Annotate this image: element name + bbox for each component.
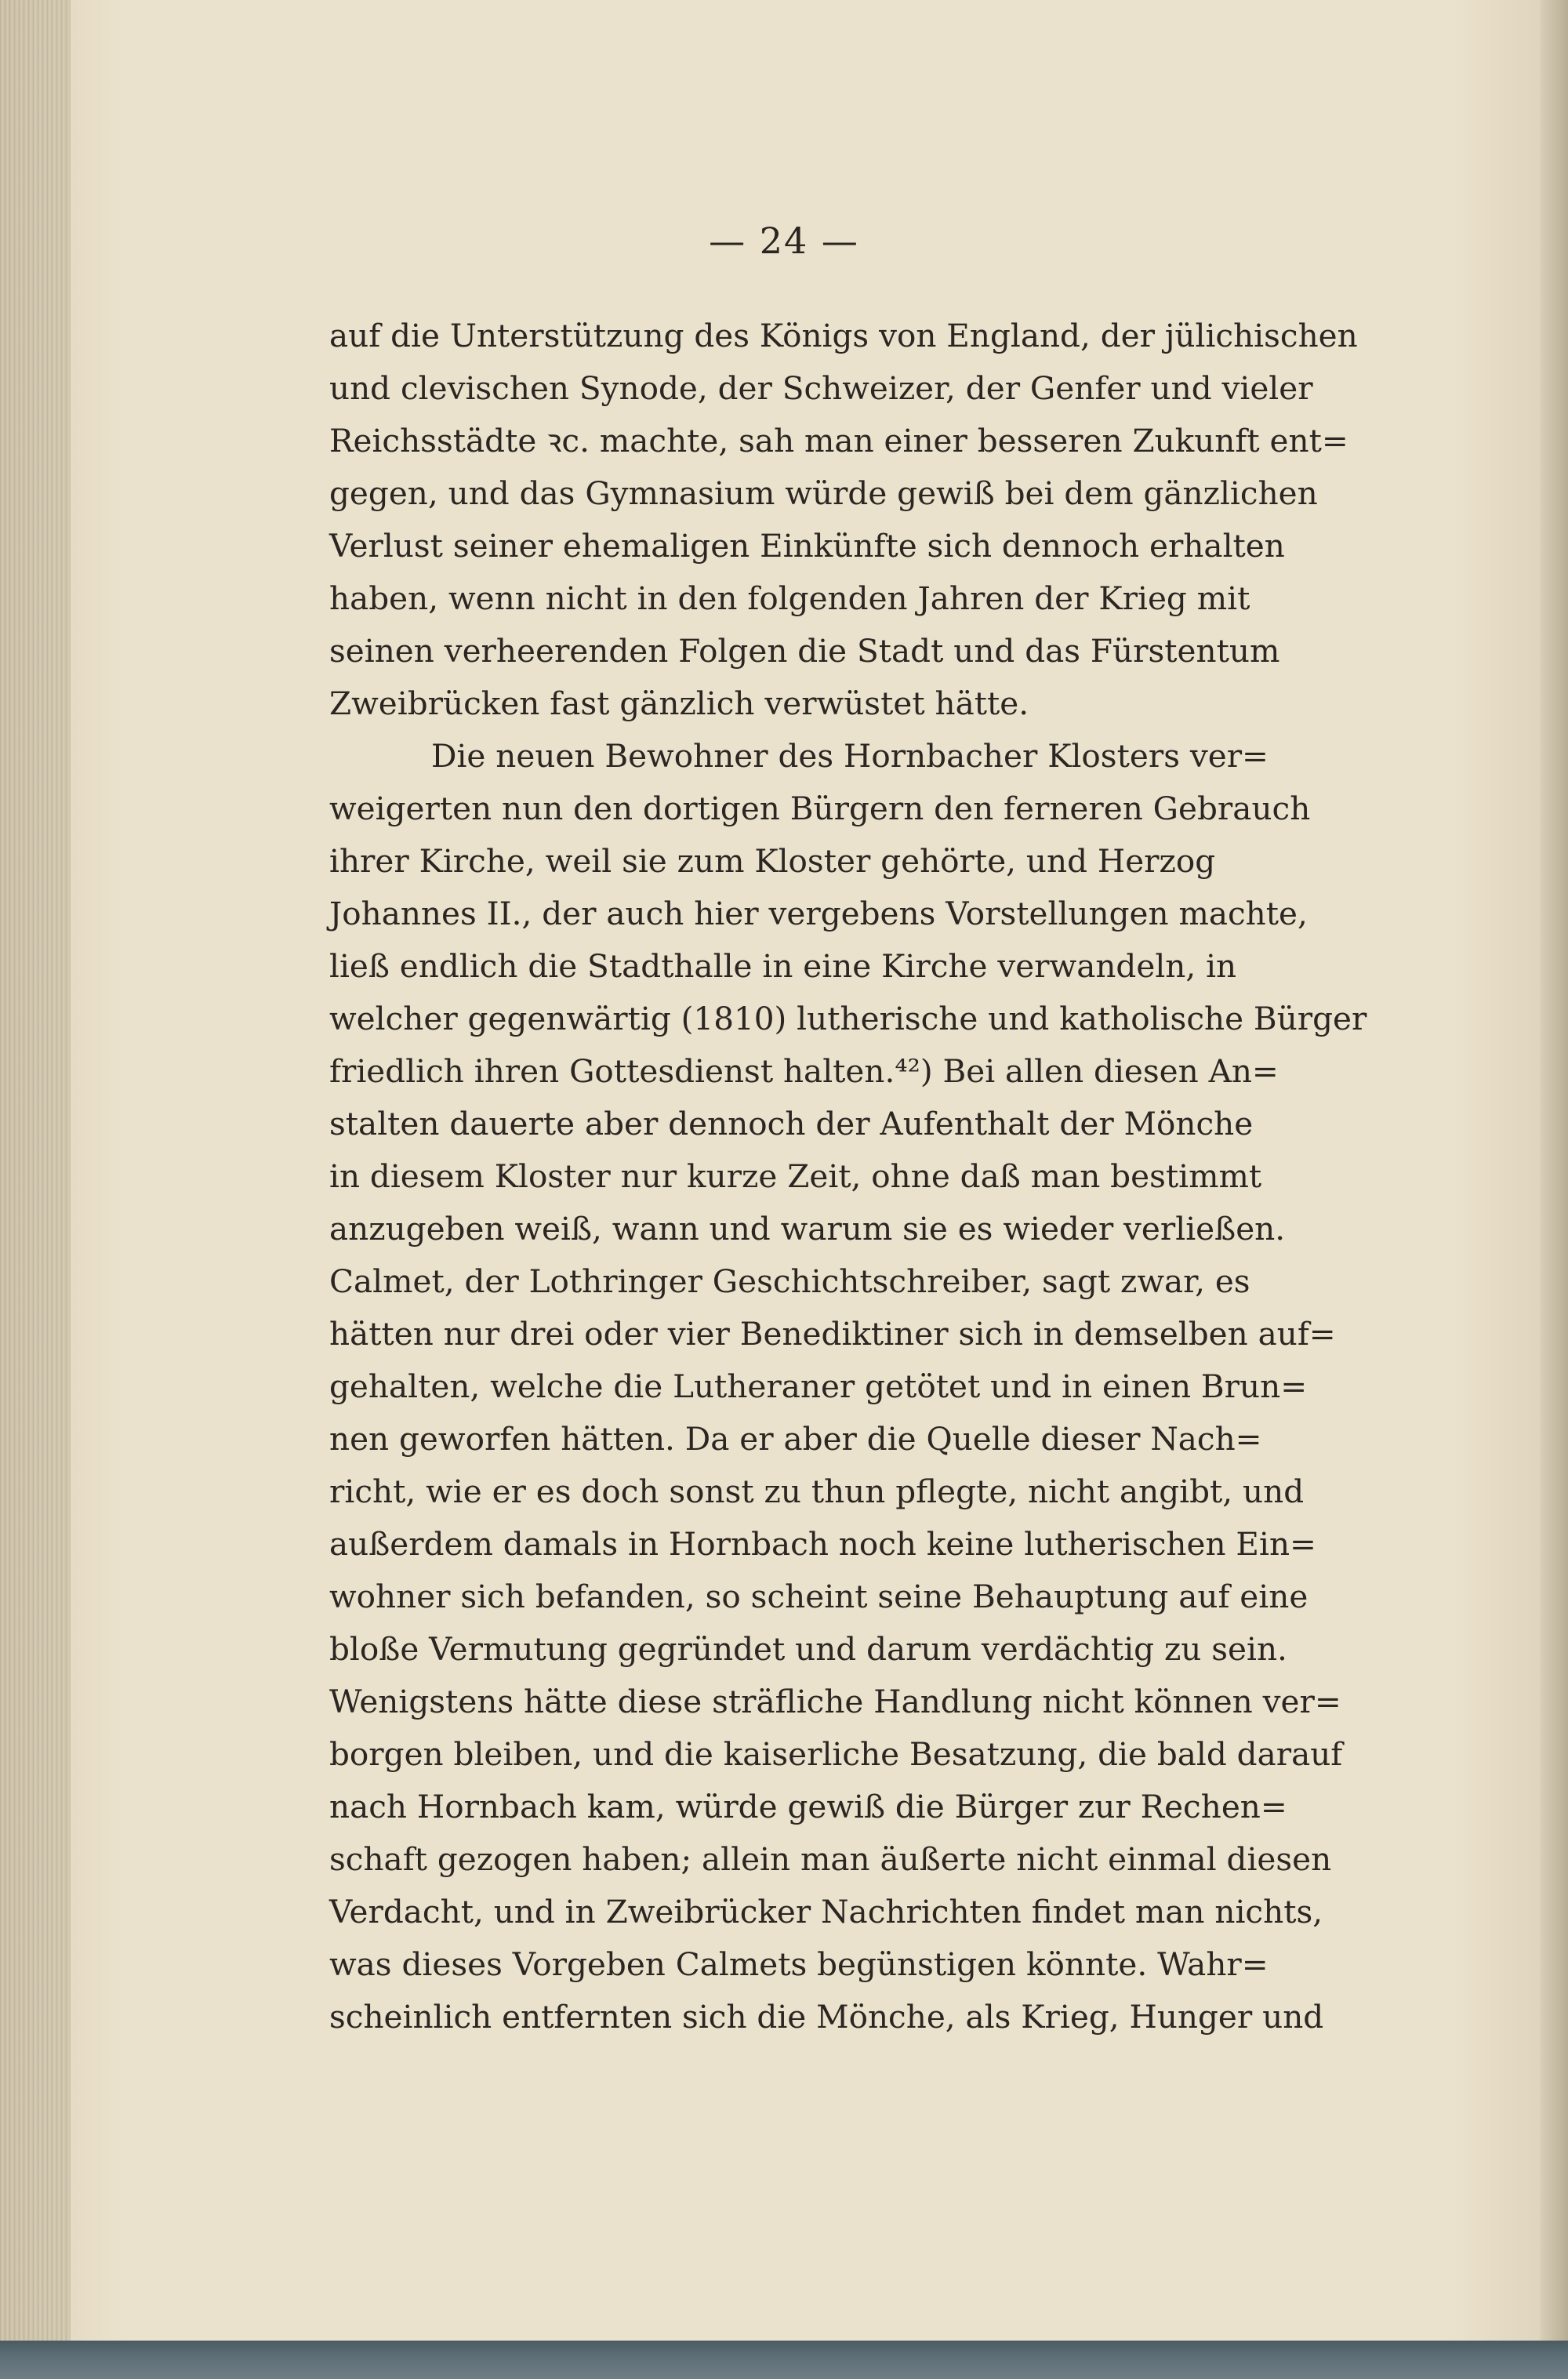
page-number: — 24 —: [709, 220, 859, 262]
text-line: haben, wenn nicht in den folgenden Jahren der Krieg mit: [329, 579, 1250, 617]
text-line: gegen, und das Gymnasium würde gewiß bei dem gänzlichen: [329, 474, 1318, 512]
text-line: Calmet, der Lothringer Geschichtschreiber, sagt zwar, es: [329, 1262, 1250, 1300]
text-line: welcher gegenwärtig (1810) lutherische und katholische Bürger: [329, 1000, 1367, 1037]
text-line: stalten dauerte aber dennoch der Aufenthalt der Mönche: [329, 1105, 1254, 1142]
text-line: seinen verheerenden Folgen die Stadt und das Fürstentum: [329, 632, 1280, 670]
text-line: ihrer Kirche, weil sie zum Kloster gehörte, und Herzog: [329, 842, 1216, 880]
text-line: nen geworfen hätten. Da er aber die Quelle dieser Nach=: [329, 1420, 1262, 1458]
text-line: gehalten, welche die Lutheraner getötet und in einen Brun=: [329, 1367, 1308, 1405]
text-line-paragraph-start: Die neuen Bewohner des Hornbacher Klosters ver=: [431, 737, 1269, 775]
text-line: Verlust seiner ehemaligen Einkünfte sich dennoch erhalten: [329, 527, 1285, 565]
page-stack-edge-left: [0, 0, 71, 2379]
text-line: wohner sich befanden, so scheint seine Behauptung auf eine: [329, 1578, 1308, 1615]
text-line: Reichsstädte ꝛc. machte, sah man einer besseren Zukunft ent=: [329, 422, 1348, 459]
text-line: Verdacht, und in Zweibrücker Nachrichten findet man nichts,: [329, 1893, 1323, 1930]
body-text: [329, 310, 1427, 2043]
text-line: bloße Vermutung gegründet und darum verdächtig zu sein.: [329, 1630, 1287, 1668]
text-line: richt, wie er es doch sonst zu thun pflegte, nicht angibt, und: [329, 1473, 1305, 1510]
text-line: borgen bleiben, und die kaiserliche Besatzung, die bald darauf: [329, 1735, 1343, 1773]
text-line: anzugeben weiß, wann und warum sie es wieder verließen.: [329, 1210, 1286, 1248]
text-line: und clevischen Synode, der Schweizer, der Genfer und vieler: [329, 369, 1313, 407]
page-edge-right: [1541, 0, 1568, 2379]
text-line: in diesem Kloster nur kurze Zeit, ohne daß man bestimmt: [329, 1157, 1262, 1195]
text-line: weigerten nun den dortigen Bürgern den ferneren Gebrauch: [329, 790, 1311, 827]
text-line: hätten nur drei oder vier Benediktiner sich in demselben auf=: [329, 1315, 1336, 1353]
text-line: scheinlich entfernten sich die Mönche, als Krieg, Hunger und: [329, 1998, 1324, 2036]
text-line: nach Hornbach kam, würde gewiß die Bürger zur Rechen=: [329, 1788, 1287, 1825]
text-line: Wenigstens hätte diese sträfliche Handlung nicht können ver=: [329, 1683, 1341, 1720]
text-line: was dieses Vorgeben Calmets begünstigen könnte. Wahr=: [329, 1945, 1269, 1983]
text-line: außerdem damals in Hornbach noch keine lutherischen Ein=: [329, 1525, 1316, 1563]
text-line: schaft gezogen haben; allein man äußerte nicht einmal diesen: [329, 1840, 1332, 1878]
text-line: friedlich ihren Gottesdienst halten.⁴²) Bei allen diesen An=: [329, 1052, 1279, 1090]
text-line: Johannes II., der auch hier vergebens Vorstellungen machte,: [329, 895, 1308, 932]
text-line: auf die Unterstützung des Königs von England, der jülichischen: [329, 317, 1358, 354]
book-cover-edge: [0, 2341, 1568, 2379]
text-line: ließ endlich die Stadthalle in eine Kirche verwandeln, in: [329, 947, 1237, 985]
text-line: Zweibrücken fast gänzlich verwüstet hätte.: [329, 685, 1029, 722]
